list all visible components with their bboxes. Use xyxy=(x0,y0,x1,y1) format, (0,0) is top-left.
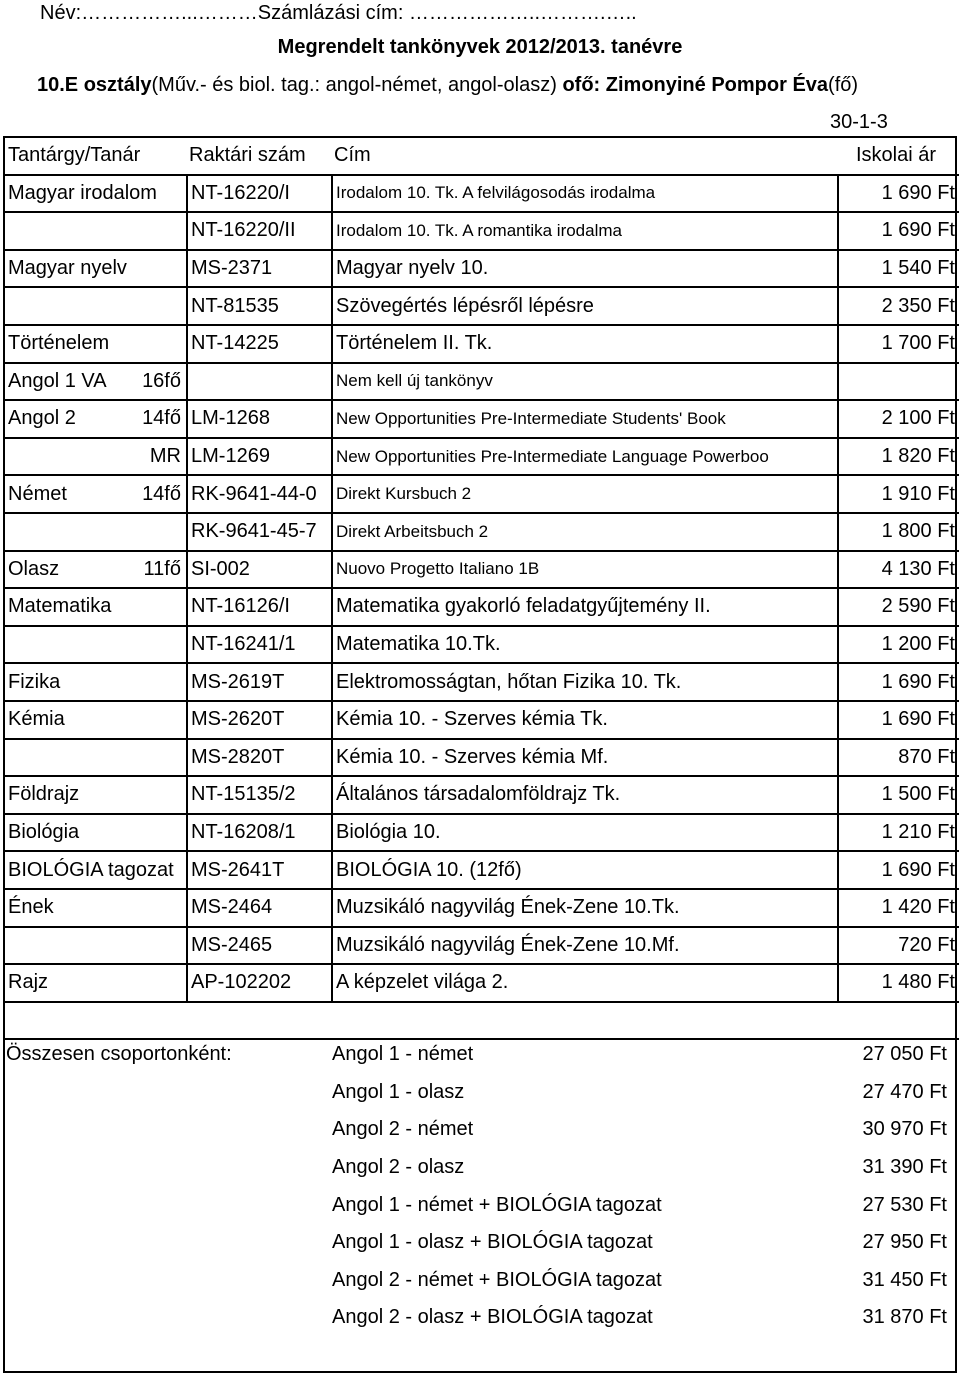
group-size-cell: 14fő xyxy=(142,407,181,430)
summary-group: Angol 2 - német xyxy=(332,1118,474,1141)
table-row xyxy=(5,476,959,514)
stock-code-cell: LM-1269 xyxy=(186,439,331,475)
price-cell: 1 910 Ft xyxy=(837,476,957,512)
table-row xyxy=(5,815,959,853)
subject-cell xyxy=(8,213,186,249)
stock-code-cell: AP-102202 xyxy=(186,965,331,1001)
table-header-row xyxy=(5,138,959,176)
title-cell: Muzsikáló nagyvilág Ének-Zene 10.Mf. xyxy=(331,928,837,964)
table-row xyxy=(5,251,959,289)
subject-cell xyxy=(8,740,186,776)
price-cell: 2 350 Ft xyxy=(837,288,957,324)
group-size-cell: 14fő xyxy=(142,482,181,505)
column-header-subject: Tantárgy/Tanár xyxy=(8,144,141,167)
stock-code-cell: MS-2641T xyxy=(186,852,331,888)
stock-code-cell: MS-2464 xyxy=(186,890,331,926)
summary-total: 27 530 Ft xyxy=(862,1193,947,1216)
subject-cell: Német xyxy=(8,482,67,505)
summary-row xyxy=(3,1224,957,1262)
summary-total: 27 050 Ft xyxy=(862,1043,947,1066)
title-cell: Irodalom 10. Tk. A romantika irodalma xyxy=(331,213,837,249)
price-cell: 1 200 Ft xyxy=(837,627,957,663)
table-row xyxy=(5,928,959,966)
title-cell: Nuovo Progetto Italiano 1B xyxy=(331,552,837,588)
subject-cell: BIOLÓGIA tagozat xyxy=(8,858,174,881)
title-cell: Kémia 10. - Szerves kémia Tk. xyxy=(331,702,837,738)
summary-group: Angol 1 - olasz + BIOLÓGIA tagozat xyxy=(332,1231,653,1254)
title-cell: Kémia 10. - Szerves kémia Mf. xyxy=(331,740,837,776)
stock-code-cell: LM-1268 xyxy=(186,401,331,437)
summary-row xyxy=(3,1036,957,1074)
table-row xyxy=(5,702,959,740)
summary-group: Angol 2 - német + BIOLÓGIA tagozat xyxy=(332,1268,662,1291)
column-header-price: Iskolai ár xyxy=(855,144,937,167)
table-row xyxy=(5,439,959,477)
table-row xyxy=(5,777,959,815)
stock-code-cell: MS-2465 xyxy=(186,928,331,964)
subject-cell xyxy=(8,514,186,550)
page-title: Megrendelt tankönyvek 2012/2013. tanévre xyxy=(277,36,683,58)
stock-code-cell: RK-9641-45-7 xyxy=(186,514,331,550)
stock-code-cell: NT-14225 xyxy=(186,326,331,362)
price-cell: 1 500 Ft xyxy=(837,777,957,813)
title-cell: Szövegértés lépésről lépésre xyxy=(331,288,837,324)
summary-total: 27 950 Ft xyxy=(862,1231,947,1254)
spacer-row xyxy=(5,1003,959,1041)
subject-cell: Rajz xyxy=(8,971,49,994)
subject-cell: Matematika xyxy=(8,595,112,618)
class-info-line xyxy=(37,74,960,97)
title-cell: Elektromosságtan, hőtan Fizika 10. Tk. xyxy=(331,664,837,700)
table-row xyxy=(5,890,959,928)
column-header-title: Cím xyxy=(334,144,371,167)
stock-code-cell: NT-15135/2 xyxy=(186,777,331,813)
table-row xyxy=(5,965,959,1003)
stock-code-cell: MS-2619T xyxy=(186,664,331,700)
stock-code-cell: MS-2620T xyxy=(186,702,331,738)
title-cell: BIOLÓGIA 10. (12fő) xyxy=(331,852,837,888)
price-cell: 870 Ft xyxy=(837,740,957,776)
title-cell: Matematika gyakorló feladatgyűjtemény II. xyxy=(331,589,837,625)
title-cell: Biológia 10. xyxy=(331,815,837,851)
title-cell: Történelem II. Tk. xyxy=(331,326,837,362)
price-cell: 1 820 Ft xyxy=(837,439,957,475)
stock-code-cell: SI-002 xyxy=(186,552,331,588)
summary-total: 31 390 Ft xyxy=(862,1156,947,1179)
summary-row xyxy=(3,1111,957,1149)
price-cell: 4 130 Ft xyxy=(837,552,957,588)
price-cell: 2 590 Ft xyxy=(837,589,957,625)
summary-row xyxy=(3,1186,957,1224)
summary-group: Angol 1 - német xyxy=(332,1043,474,1066)
stock-code-cell: NT-81535 xyxy=(186,288,331,324)
title-cell: Direkt Arbeitsbuch 2 xyxy=(331,514,837,550)
billing-header-line: Név:……………...………Számlázási cím: ………………..……….….. xyxy=(40,2,637,24)
title-cell: Irodalom 10. Tk. A felvilágosodás irodalma xyxy=(331,176,837,212)
stock-code-cell: NT-16126/I xyxy=(186,589,331,625)
summary-group: Angol 2 - olasz + BIOLÓGIA tagozat xyxy=(332,1306,653,1329)
price-cell: 1 210 Ft xyxy=(837,815,957,851)
price-cell: 1 800 Ft xyxy=(837,514,957,550)
title-cell: Direkt Kursbuch 2 xyxy=(331,476,837,512)
title-cell: New Opportunities Pre-Intermediate Students' Book xyxy=(331,401,837,437)
summary-total: 31 450 Ft xyxy=(862,1268,947,1291)
subject-cell: Ének xyxy=(8,896,54,919)
subject-cell xyxy=(8,288,186,324)
table-row xyxy=(5,213,959,251)
summary-section xyxy=(3,1036,957,1373)
subject-cell: Fizika xyxy=(8,670,61,693)
table-row xyxy=(5,552,959,590)
price-cell: 1 540 Ft xyxy=(837,251,957,287)
stock-code-cell: NT-16208/1 xyxy=(186,815,331,851)
head-teacher: ofő: Zimonyiné Pompor Éva xyxy=(562,74,829,96)
price-cell xyxy=(837,364,957,400)
table-row xyxy=(5,589,959,627)
price-cell: 1 480 Ft xyxy=(837,965,957,1001)
group-size-cell: MR xyxy=(149,445,181,468)
class-code: 30-1-3 xyxy=(830,111,888,133)
stock-code-cell: NT-16220/II xyxy=(186,213,331,249)
table-row xyxy=(5,514,959,552)
subject-cell: Történelem xyxy=(8,332,110,355)
price-cell: 1 690 Ft xyxy=(837,176,957,212)
summary-row xyxy=(3,1149,957,1187)
stock-code-cell: NT-16220/I xyxy=(186,176,331,212)
price-cell: 2 100 Ft xyxy=(837,401,957,437)
table-row xyxy=(5,664,959,702)
subject-cell: Földrajz xyxy=(8,783,80,806)
subject-cell xyxy=(8,627,186,663)
table-row xyxy=(5,852,959,890)
table-row xyxy=(5,401,959,439)
summary-row xyxy=(3,1262,957,1300)
summary-label: Összesen csoportonként: xyxy=(6,1043,232,1066)
summary-group: Angol 2 - olasz xyxy=(332,1156,465,1179)
summary-group: Angol 1 - német + BIOLÓGIA tagozat xyxy=(332,1193,662,1216)
table-row xyxy=(5,176,959,214)
subject-cell: Kémia xyxy=(8,708,65,731)
group-size-cell: 11fő xyxy=(143,557,181,580)
summary-total: 31 870 Ft xyxy=(862,1306,947,1329)
price-cell: 1 690 Ft xyxy=(837,852,957,888)
price-cell: 1 420 Ft xyxy=(837,890,957,926)
head-teacher-note: (fő) xyxy=(828,74,859,96)
table-row xyxy=(5,364,959,402)
subject-cell: Magyar nyelv xyxy=(8,257,127,280)
title-cell: Általános társadalomföldrajz Tk. xyxy=(331,777,837,813)
title-cell: A képzelet világa 2. xyxy=(331,965,837,1001)
subject-cell: Biológia xyxy=(8,821,80,844)
subject-cell: Olasz xyxy=(8,557,60,580)
column-header-code: Raktári szám xyxy=(189,144,306,167)
stock-code-cell: RK-9641-44-0 xyxy=(186,476,331,512)
group-size-cell: 16fő xyxy=(142,369,181,392)
table-row xyxy=(5,326,959,364)
stock-code-cell: MS-2371 xyxy=(186,251,331,287)
stock-code-cell: NT-16241/1 xyxy=(186,627,331,663)
table-row xyxy=(5,740,959,778)
table-row xyxy=(5,627,959,665)
title-cell: New Opportunities Pre-Intermediate Language Powerboo xyxy=(331,439,837,475)
summary-total: 27 470 Ft xyxy=(862,1080,947,1103)
table-row xyxy=(5,288,959,326)
title-cell: Nem kell új tankönyv xyxy=(331,364,837,400)
subject-cell: Angol 1 VA xyxy=(8,369,107,392)
summary-row xyxy=(3,1074,957,1112)
title-cell: Magyar nyelv 10. xyxy=(331,251,837,287)
subject-cell: Angol 2 xyxy=(8,407,76,430)
price-cell: 1 690 Ft xyxy=(837,702,957,738)
stock-code-cell: MS-2820T xyxy=(186,740,331,776)
price-cell: 1 690 Ft xyxy=(837,213,957,249)
title-cell: Matematika 10.Tk. xyxy=(331,627,837,663)
class-name: 10.E osztály xyxy=(37,74,152,96)
class-specialization: (Műv.- és biol. tag.: angol-német, angol-olasz) xyxy=(151,74,557,96)
summary-row xyxy=(3,1299,957,1337)
price-cell: 720 Ft xyxy=(837,928,957,964)
price-cell: 1 700 Ft xyxy=(837,326,957,362)
subject-cell xyxy=(8,928,186,964)
subject-cell: Magyar irodalom xyxy=(8,181,157,204)
price-cell: 1 690 Ft xyxy=(837,664,957,700)
stock-code-cell xyxy=(186,364,331,400)
summary-group: Angol 1 - olasz xyxy=(332,1080,465,1103)
summary-total: 30 970 Ft xyxy=(862,1118,947,1141)
title-cell: Muzsikáló nagyvilág Ének-Zene 10.Tk. xyxy=(331,890,837,926)
